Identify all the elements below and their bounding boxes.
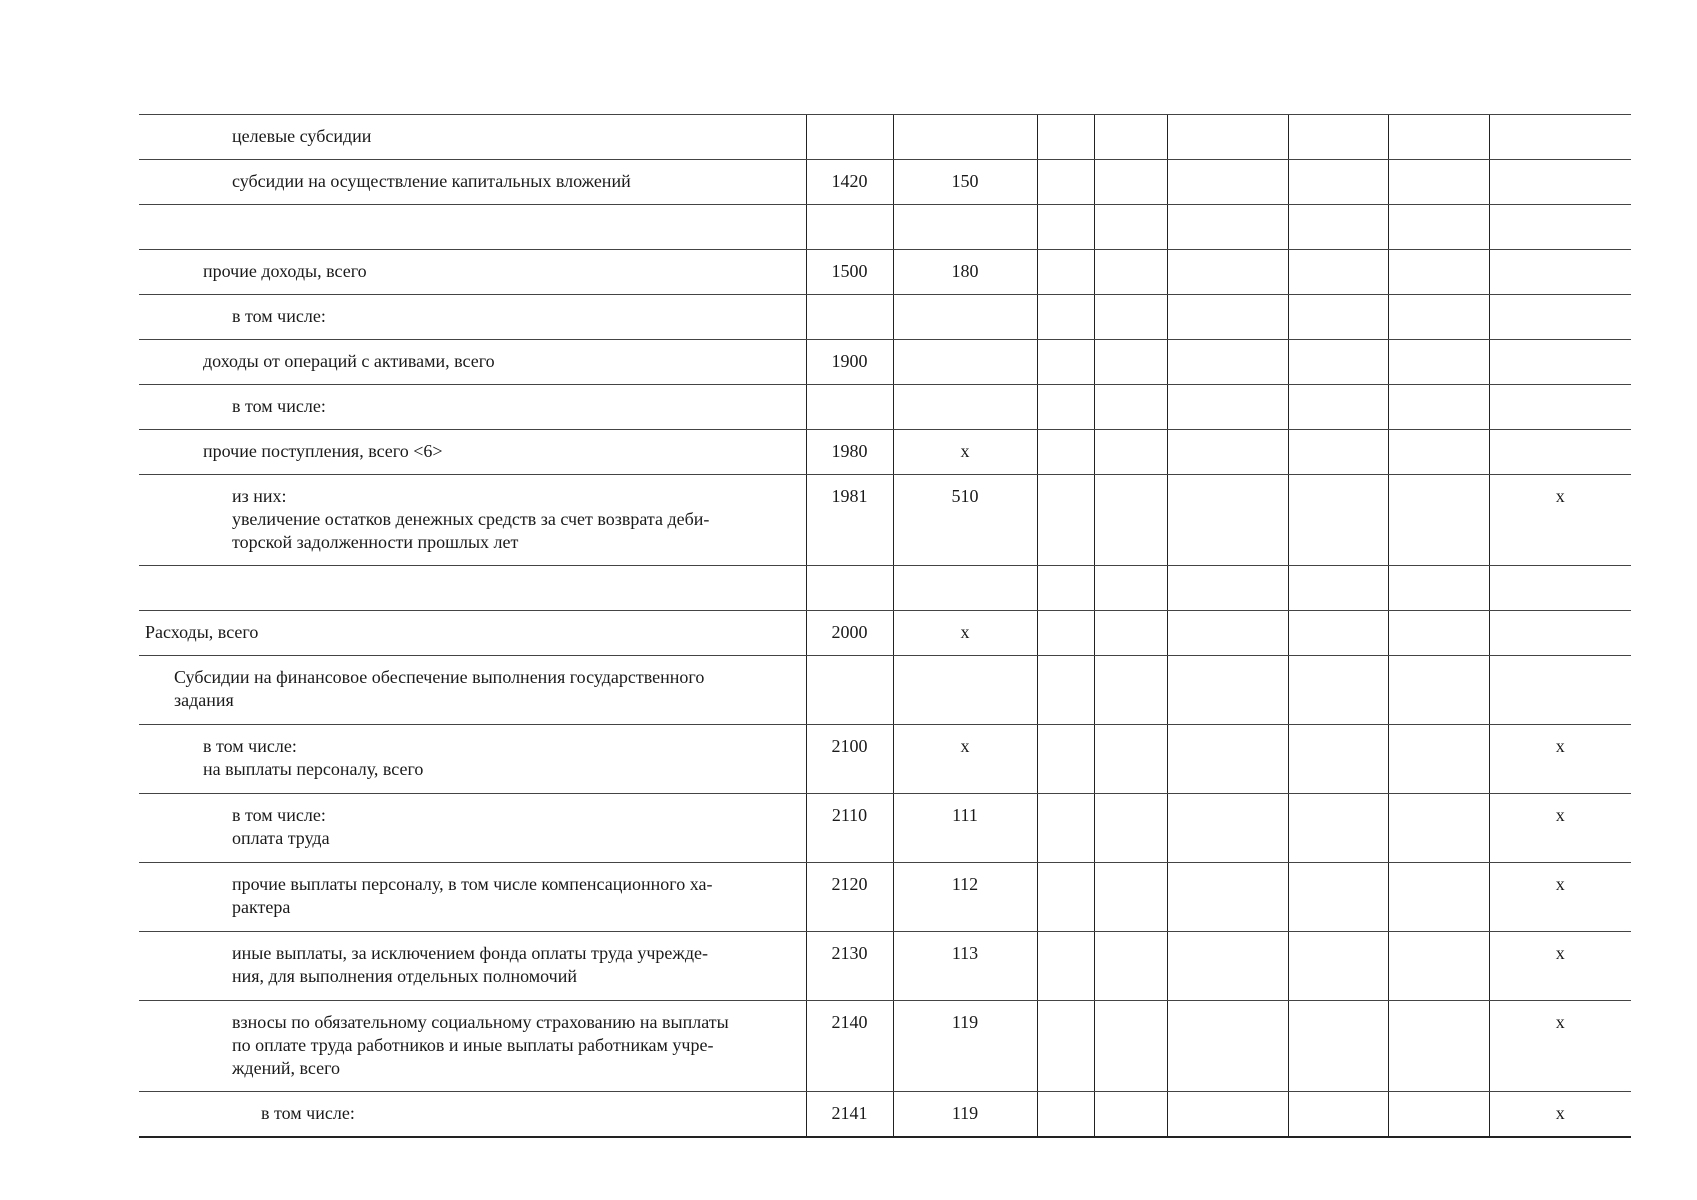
amount-cell [1167,1092,1288,1138]
amount-cell [1388,250,1489,295]
row-name-line: Субсидии на финансовое обеспечение выполнения государственного [174,667,705,687]
amount-cell [1167,385,1288,430]
amount-cell [1167,295,1288,340]
amount-cell [1167,863,1288,932]
amount-cell [1037,295,1094,340]
row-name-cell [139,385,806,430]
row-name-cell [139,430,806,475]
row-code-cell: 2000 [806,611,893,656]
row-last-cell: x [1489,1092,1631,1138]
row-name-line: прочие поступления, всего <6> [203,441,443,461]
row-kbk-cell: 119 [893,1001,1037,1092]
row-name-line: в том числе: [232,396,326,416]
row-last-cell: x [1489,725,1631,794]
amount-cell [1167,205,1288,250]
row-code-cell [806,115,893,160]
row-code-cell [806,205,893,250]
row-name-line: в том числе: [203,736,297,756]
row-name-line: доходы от операций с активами, всего [203,351,495,371]
row-kbk-cell [893,115,1037,160]
row-name-line: целевые субсидии [232,126,372,146]
row-name-line: увеличение остатков денежных средств за счет возврата деби- [232,509,710,529]
table-row [139,385,1631,430]
row-name-cell [139,205,806,250]
row-last-cell [1489,656,1631,725]
amount-cell [1288,1092,1388,1138]
table-row [139,475,1631,566]
amount-cell [1388,725,1489,794]
row-kbk-cell: x [893,611,1037,656]
row-last-cell: x [1489,863,1631,932]
amount-cell [1288,475,1388,566]
amount-cell [1094,1092,1167,1138]
row-last-cell [1489,430,1631,475]
row-code-cell [806,566,893,611]
amount-cell [1288,794,1388,863]
row-name-line: иные выплаты, за исключением фонда оплаты труда учрежде- [232,943,708,963]
table-row [139,430,1631,475]
amount-cell [1094,656,1167,725]
row-last-cell [1489,250,1631,295]
row-last-cell [1489,115,1631,160]
amount-cell [1288,611,1388,656]
amount-cell [1167,566,1288,611]
row-name-cell [139,863,806,932]
row-last-cell [1489,160,1631,205]
amount-cell [1037,725,1094,794]
row-kbk-cell: x [893,725,1037,794]
row-last-cell: x [1489,1001,1631,1092]
amount-cell [1167,725,1288,794]
table-row [139,932,1631,1001]
row-last-cell [1489,295,1631,340]
amount-cell [1037,115,1094,160]
amount-cell [1094,725,1167,794]
row-name-line: в том числе: [232,306,326,326]
amount-cell [1388,340,1489,385]
amount-cell [1388,932,1489,1001]
row-kbk-cell: 113 [893,932,1037,1001]
amount-cell [1388,115,1489,160]
amount-cell [1094,475,1167,566]
row-name-cell [139,160,806,205]
amount-cell [1388,656,1489,725]
table-row [139,340,1631,385]
row-kbk-cell [893,566,1037,611]
amount-cell [1388,566,1489,611]
amount-cell [1167,250,1288,295]
amount-cell [1094,1001,1167,1092]
row-name-cell [139,1001,806,1092]
row-name-cell [139,475,806,566]
row-name-line: из них: [232,486,287,506]
row-kbk-cell [893,340,1037,385]
table-row [139,160,1631,205]
row-name-cell [139,611,806,656]
amount-cell [1388,794,1489,863]
amount-cell [1288,863,1388,932]
amount-cell [1167,430,1288,475]
row-code-cell: 2110 [806,794,893,863]
table-row [139,863,1631,932]
row-code-cell: 2100 [806,725,893,794]
row-kbk-cell [893,656,1037,725]
row-name-line: по оплате труда работников и иные выплаты работникам учре- [232,1035,714,1055]
row-name-line: в том числе: [232,805,326,825]
amount-cell [1388,295,1489,340]
table-row [139,656,1631,725]
row-name-line: Расходы, всего [145,622,259,642]
amount-cell [1167,656,1288,725]
row-code-cell: 2140 [806,1001,893,1092]
row-name-cell [139,250,806,295]
amount-cell [1037,250,1094,295]
row-last-cell [1489,566,1631,611]
amount-cell [1037,863,1094,932]
row-code-cell: 2141 [806,1092,893,1138]
amount-cell [1288,385,1388,430]
amount-cell [1037,160,1094,205]
amount-cell [1388,863,1489,932]
amount-cell [1288,295,1388,340]
table-body [139,115,1631,1138]
row-name-line: на выплаты персоналу, всего [203,759,424,779]
amount-cell [1094,385,1167,430]
amount-cell [1037,385,1094,430]
amount-cell [1167,1001,1288,1092]
table-row [139,205,1631,250]
amount-cell [1037,566,1094,611]
row-last-cell: x [1489,932,1631,1001]
table-row [139,794,1631,863]
row-name-cell [139,566,806,611]
row-name-cell [139,725,806,794]
row-name-line: рактера [232,897,291,917]
row-last-cell: x [1489,475,1631,566]
row-kbk-cell [893,385,1037,430]
row-kbk-cell [893,205,1037,250]
row-kbk-cell: x [893,430,1037,475]
amount-cell [1288,205,1388,250]
row-last-cell [1489,340,1631,385]
amount-cell [1167,932,1288,1001]
amount-cell [1388,1001,1489,1092]
amount-cell [1288,340,1388,385]
amount-cell [1388,611,1489,656]
row-name-line: взносы по обязательному социальному страхованию на выплаты [232,1012,729,1032]
row-kbk-cell: 119 [893,1092,1037,1138]
amount-cell [1094,160,1167,205]
table-row [139,1092,1631,1138]
table-row [139,250,1631,295]
table-row [139,611,1631,656]
row-code-cell [806,385,893,430]
row-kbk-cell: 112 [893,863,1037,932]
row-name-cell [139,1092,806,1138]
row-kbk-cell [893,295,1037,340]
amount-cell [1167,475,1288,566]
row-last-cell: x [1489,794,1631,863]
amount-cell [1167,340,1288,385]
row-code-cell: 1500 [806,250,893,295]
amount-cell [1167,160,1288,205]
row-kbk-cell: 150 [893,160,1037,205]
amount-cell [1094,566,1167,611]
amount-cell [1094,932,1167,1001]
row-code-cell: 1900 [806,340,893,385]
amount-cell [1094,794,1167,863]
amount-cell [1037,794,1094,863]
row-name-cell [139,115,806,160]
row-kbk-cell: 180 [893,250,1037,295]
table-row [139,115,1631,160]
amount-cell [1167,611,1288,656]
amount-cell [1037,205,1094,250]
amount-cell [1094,250,1167,295]
row-name-cell [139,656,806,725]
amount-cell [1388,205,1489,250]
amount-cell [1288,250,1388,295]
row-name-line: задания [174,690,234,710]
row-kbk-cell: 111 [893,794,1037,863]
row-name-cell [139,340,806,385]
row-name-line: в том числе: [261,1103,355,1123]
row-code-cell: 1420 [806,160,893,205]
row-code-cell [806,656,893,725]
amount-cell [1094,863,1167,932]
row-kbk-cell: 510 [893,475,1037,566]
amount-cell [1094,295,1167,340]
amount-cell [1388,475,1489,566]
table-row [139,295,1631,340]
amount-cell [1037,340,1094,385]
amount-cell [1167,794,1288,863]
amount-cell [1288,160,1388,205]
amount-cell [1037,656,1094,725]
amount-cell [1288,1001,1388,1092]
row-name-line: прочие выплаты персоналу, в том числе компенсационного ха- [232,874,713,894]
amount-cell [1094,205,1167,250]
amount-cell [1388,430,1489,475]
amount-cell [1094,340,1167,385]
row-code-cell: 1981 [806,475,893,566]
amount-cell [1037,932,1094,1001]
amount-cell [1037,1092,1094,1138]
amount-cell [1094,611,1167,656]
amount-cell [1388,160,1489,205]
amount-cell [1037,430,1094,475]
amount-cell [1167,115,1288,160]
row-code-cell: 2120 [806,863,893,932]
row-name-line: субсидии на осуществление капитальных вложений [232,171,631,191]
row-code-cell [806,295,893,340]
table-row [139,725,1631,794]
table-row [139,566,1631,611]
amount-cell [1288,656,1388,725]
amount-cell [1288,725,1388,794]
amount-cell [1037,1001,1094,1092]
amount-cell [1388,385,1489,430]
amount-cell [1288,430,1388,475]
amount-cell [1094,115,1167,160]
amount-cell [1288,566,1388,611]
row-name-line: оплата труда [232,828,330,848]
amount-cell [1288,115,1388,160]
row-last-cell [1489,385,1631,430]
amount-cell [1037,475,1094,566]
row-name-line: ждений, всего [232,1058,341,1078]
row-name-line: прочие доходы, всего [203,261,367,281]
row-code-cell: 2130 [806,932,893,1001]
row-last-cell [1489,205,1631,250]
row-last-cell [1489,611,1631,656]
amount-cell [1288,932,1388,1001]
amount-cell [1094,430,1167,475]
amount-cell [1388,1092,1489,1138]
row-name-cell [139,295,806,340]
amount-cell [1037,611,1094,656]
row-name-line: ния, для выполнения отдельных полномочий [232,966,577,986]
table-row [139,1001,1631,1092]
row-name-cell [139,932,806,1001]
row-name-line: торской задолженности прошлых лет [232,532,519,552]
row-name-cell [139,794,806,863]
budget-table [139,114,1631,1138]
row-code-cell: 1980 [806,430,893,475]
